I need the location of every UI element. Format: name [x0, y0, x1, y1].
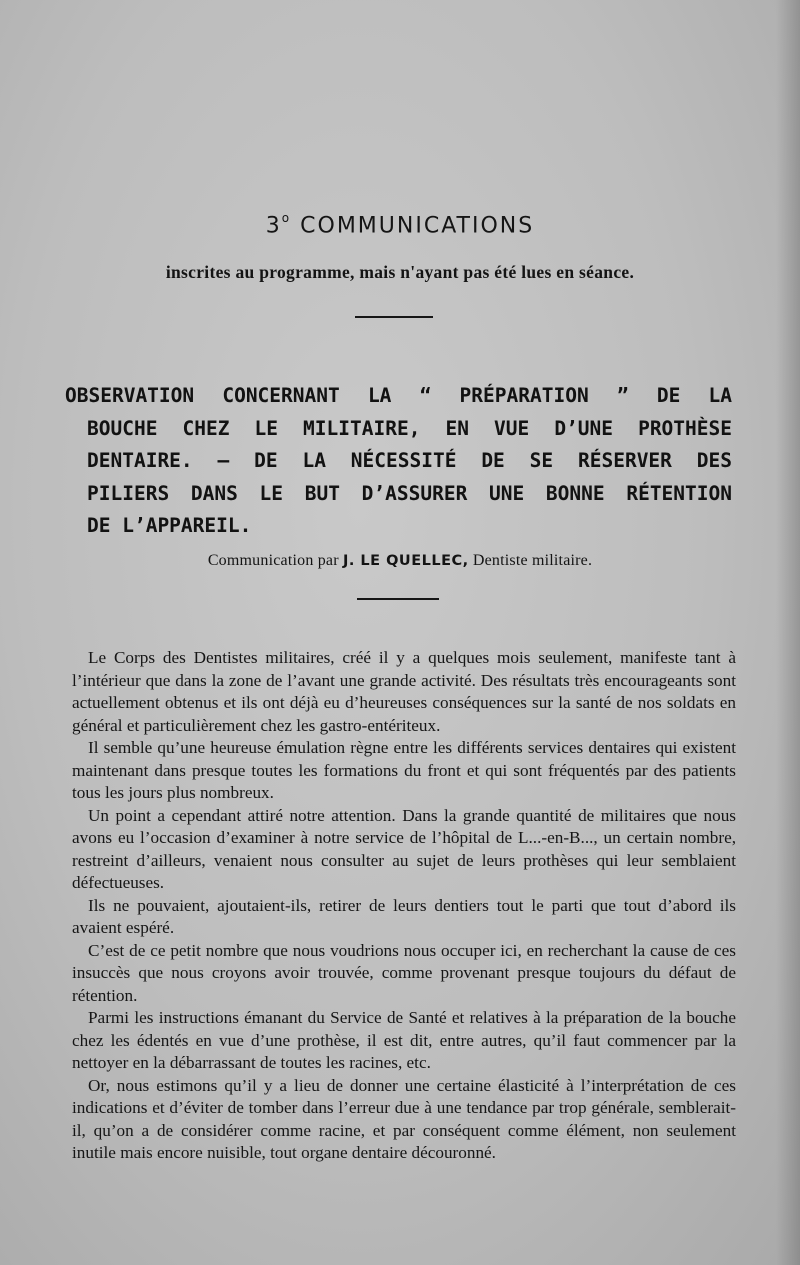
- section-number: 3: [265, 213, 282, 239]
- body-paragraph: Le Corps des Dentistes militaires, créé il y a quelques mois seulement, manifeste tant à l’intérieur que dans la zone de l’avant une grande activité. Des résultats très encourageants sont actuellement obtenus et ils ont déjà eu d’heureuses conséquences sur la santé de nos soldats en général et particulièrement chez les gastro-entériteux.: [72, 648, 736, 735]
- body-paragraph: Ils ne pouvaient, ajoutaient-ils, retirer de leurs dentiers tout le parti que tout d’abord ils avaient espéré.: [72, 895, 736, 937]
- article-title: [65, 380, 732, 543]
- divider-rule: [355, 316, 433, 318]
- section-subheading: inscrites au programme, mais n'ayant pas été lues en séance.: [165, 262, 635, 282]
- body-paragraph: Un point a cependant attiré notre attention. Dans la grande quantité de militaires que nous avons eu l’occasion d’examiner à notre service de l’hôpital de L...-en-B..., un certain nombre, restreint d’ailleurs, venaient nous consulter au sujet de leurs prothèses qui leur semblaient défectueuses.: [72, 805, 736, 892]
- body-paragraph: C’est de ce petit nombre que nous voudrions nous occuper ici, en recherchant la cause de ces insuccès que nous croyons avoir trouvée, comme provenant presque toujours du défaut de rétention.: [72, 940, 736, 1005]
- section-number-suffix: o: [281, 211, 292, 225]
- byline-author: J. LE QUELLEC,: [342, 553, 469, 569]
- article-title-line: DENTAIRE. — DE LA NÉCESSITÉ DE SE RÉSERVER DES: [87, 449, 732, 472]
- byline: [0, 552, 800, 570]
- article-body: [72, 647, 736, 1165]
- byline-prefix: Communication par: [207, 552, 339, 569]
- body-paragraph: Or, nous estimons qu’il y a lieu de donner une certaine élasticité à l’interprétation de ces indications et d’éviter de tomber dans l’erreur due à une tendance par trop générale, semblerait-il, qu’on a de considérer comme racine, et par conséquent comme élément, non seulement inutile mais encore nuisible, tout organe dentaire découronné.: [72, 1075, 736, 1162]
- divider-rule: [357, 598, 439, 600]
- byline-role: Dentiste militaire.: [472, 552, 593, 569]
- body-paragraph: Il semble qu’une heureuse émulation règne entre les différents services dentaires qui existent maintenant dans presque toutes les formations du front et qui sont fréquentés par des patients tous les jours plus nombreux.: [72, 738, 736, 802]
- article-title-line: BOUCHE CHEZ LE MILITAIRE, EN VUE D’UNE PROTHÈSE: [87, 416, 732, 440]
- article-title-line: PILIERS DANS LE BUT D’ASSURER UNE BONNE RÉTENTION: [87, 481, 732, 505]
- section-heading: [0, 213, 800, 238]
- body-paragraph: Parmi les instructions émanant du Service de Santé et relatives à la préparation de la bouche chez les édentés en vue d’une prothèse, il est dit, entre autres, qu’il faut commencer par la nettoyer en la débarrassant de toutes les racines, etc.: [72, 1008, 736, 1072]
- article-title-line: OBSERVATION CONCERNANT LA “ PRÉPARATION ” DE LA: [65, 384, 732, 407]
- article-title-line: DE L’APPAREIL.: [87, 514, 252, 537]
- section-heading-text: COMMUNICATIONS: [300, 213, 535, 239]
- page-edge-shadow: [776, 0, 800, 1265]
